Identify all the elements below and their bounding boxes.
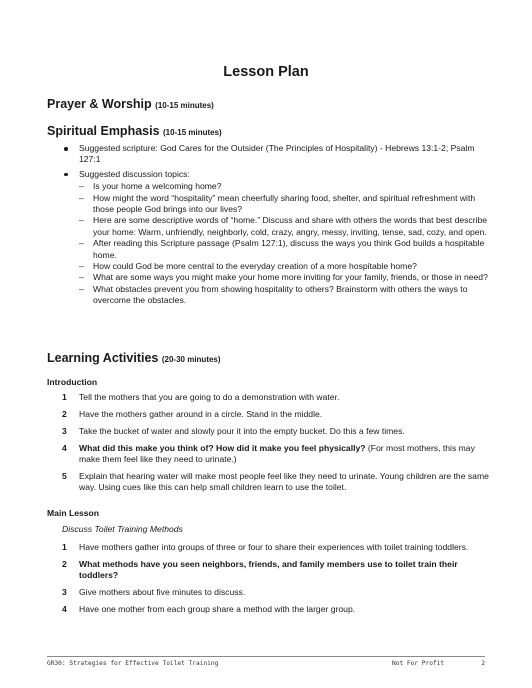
step-text: Take the bucket of water and slowly pour it into the empty bucket. Do this a few times.	[79, 425, 405, 436]
step-bold: What methods have you seen neighbors, friends, and family members use to toilet train their toddlers?	[79, 558, 458, 581]
learning-heading-text: Learning Activities	[47, 351, 159, 365]
learning-duration: (20-30 minutes)	[161, 355, 221, 364]
step-number: 1	[62, 542, 67, 552]
prayer-heading	[47, 97, 214, 111]
topics-bullet	[62, 169, 492, 307]
step-bold: What did this make you think of? How did it make you feel physically?	[79, 442, 366, 453]
step-text: Have one mother from each group share a method with the larger group.	[79, 604, 356, 615]
step-text: Give mothers about five minutes to discuss.	[79, 587, 246, 598]
intro-heading: Introduction	[47, 377, 98, 387]
intro-step	[62, 443, 492, 466]
scripture-bullet	[62, 143, 492, 166]
topic-item: – How might the word “hospitality” mean cheerfully sharing food, shelter, and spiritual refreshment with those people God brings into our lives?	[79, 193, 492, 216]
prayer-duration: (10-15 minutes)	[155, 101, 214, 110]
intro-step	[62, 392, 492, 403]
footer-notice: Not For Profit	[392, 660, 445, 667]
page-title: Lesson Plan	[223, 64, 309, 80]
topic-item: – Here are some descriptive words of “home.” Discuss and share with others the words that best describe your home: Warm, unfriendly, neighborly, cold, crazy, angry, messy, inviting, tense, sad, cozy, and open.	[79, 215, 492, 238]
step-number: 3	[62, 587, 67, 598]
intro-step	[62, 426, 492, 437]
main-step	[62, 587, 492, 598]
step-number: 4	[62, 604, 67, 615]
scripture-text: Suggested scripture: God Cares for the Outsider (The Principles of Hospitality) - Hebrews 13:1-2; Psalm 127:1	[79, 143, 475, 165]
prayer-heading-text: Prayer & Worship	[47, 97, 152, 111]
topic-item: – How could God be more central to the everyday creation of a more hospitable home?	[79, 261, 492, 272]
topics-label: Suggested discussion topics:	[79, 168, 190, 179]
spiritual-duration: (10-15 minutes)	[163, 128, 222, 137]
main-step	[62, 542, 492, 553]
step-text: Have the mothers gather around in a circle. Stand in the middle.	[79, 408, 323, 419]
intro-step	[62, 471, 492, 494]
page-footer	[47, 660, 485, 670]
step-number: 2	[62, 558, 67, 569]
footer-course-title: GR30: Strategies for Effective Toilet Training	[47, 660, 219, 667]
step-number: 3	[62, 425, 67, 436]
step-number: 5	[62, 471, 67, 482]
step-number: 4	[62, 442, 67, 453]
footer-divider	[47, 656, 485, 657]
step-text: (For most mothers, this may make them feel like they need to urinate.)	[79, 442, 475, 465]
main-step	[62, 559, 492, 582]
spiritual-heading-text: Spiritual Emphasis	[47, 124, 160, 138]
learning-heading	[47, 351, 221, 365]
topic-item: – What obstacles prevent you from showing hospitality to others? Brainstorm with others the ways to overcome the obstacles.	[79, 284, 492, 307]
intro-step	[62, 409, 492, 420]
main-lesson-heading: Main Lesson	[47, 508, 100, 518]
topics-list	[79, 181, 492, 306]
main-steps	[62, 542, 492, 621]
topic-item: – What are some ways you might make your home more inviting for your family, friends, or those in need?	[79, 272, 492, 283]
spiritual-heading	[47, 124, 222, 138]
step-text: Explain that hearing water will make most people feel like they need to urinate. Young children are the same way. Using cues like this can help small children learn to use the toilet.	[79, 471, 489, 493]
topic-item: – After reading this Scripture passage (Psalm 127:1), discuss the ways you think God builds a hospitable home.	[79, 238, 492, 261]
topic-item: – Is your home a welcoming home?	[79, 181, 492, 192]
main-lesson-subheading: Discuss Toilet Training Methods	[62, 524, 183, 534]
main-step	[62, 604, 492, 615]
intro-steps	[62, 392, 492, 499]
step-text: Have mothers gather into groups of three or four to share their experiences with toilet training toddlers.	[79, 542, 469, 552]
footer-page-number: 2	[481, 660, 485, 667]
step-number: 1	[62, 392, 67, 402]
spiritual-bullets	[62, 143, 492, 310]
step-text: Tell the mothers that you are going to do a demonstration with water.	[79, 392, 340, 402]
step-number: 2	[62, 408, 67, 419]
